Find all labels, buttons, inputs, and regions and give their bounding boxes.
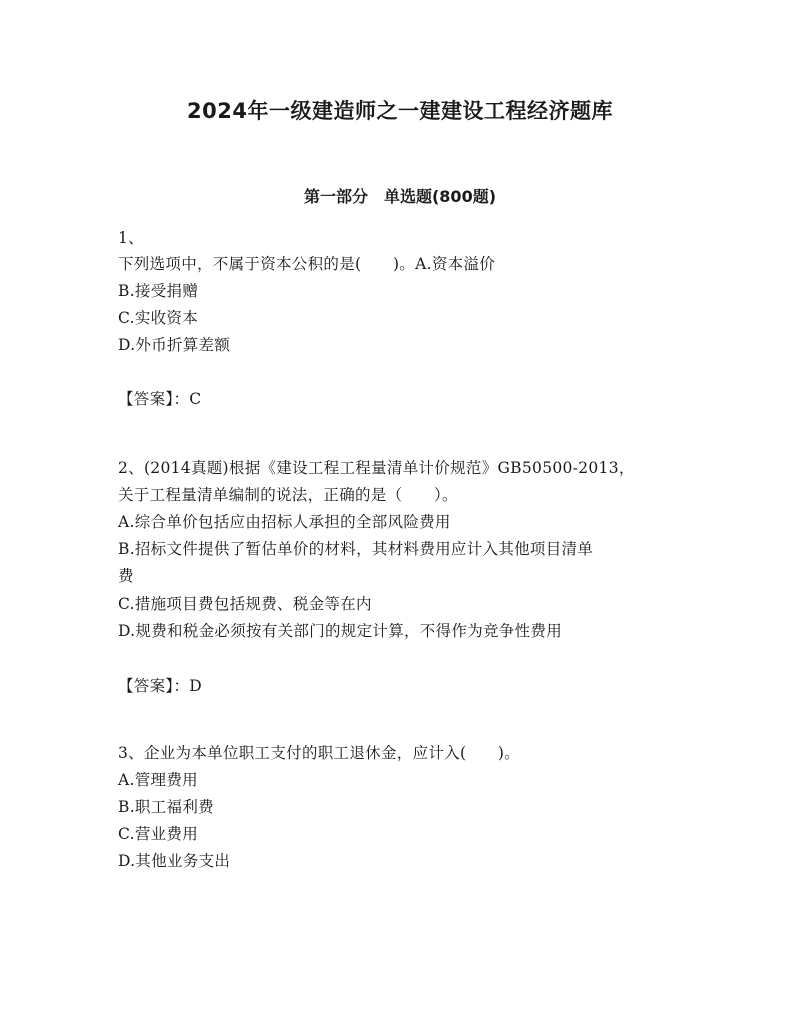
section-title: 第一部分 单选题(800题) — [303, 187, 497, 206]
question-2-option-d: D.规费和税金必须按有关部门的规定计算，不得作为竞争性费用 — [118, 622, 563, 640]
question-2-option-b: B.招标文件提供了暂估单价的材料，其材料费用应计入其他项目清单 — [118, 540, 594, 558]
question-2-option-a: A.综合单价包括应由招标人承担的全部风险费用 — [118, 513, 451, 531]
question-2-stem-line-1: 2、(2014真题)根据《建设工程工程量清单计价规范》GB50500-2013， — [118, 459, 635, 477]
question-2-stem-line-2: 关于工程量清单编制的说法，正确的是（ ）。 — [118, 486, 458, 504]
question-1-option-c: C.实收资本 — [118, 309, 199, 327]
question-3-option-d: D.其他业务支出 — [118, 852, 231, 870]
question-3-option-a: A.管理费用 — [118, 771, 198, 789]
document-title: 2024年一级建造师之一建建设工程经济题库 — [187, 99, 613, 123]
question-1-option-d: D.外币折算差额 — [118, 336, 231, 354]
question-1-stem: 下列选项中，不属于资本公积的是( )。A.资本溢价 — [118, 255, 496, 273]
question-2-answer: 【答案】：D — [118, 677, 202, 695]
question-3-stem: 3、企业为本单位职工支付的职工退休金，应计入( )。 — [118, 744, 521, 762]
question-3-option-b: B.职工福利费 — [118, 798, 214, 816]
question-2-option-b-continued: 费 — [118, 567, 134, 585]
question-2-option-c: C.措施项目费包括规费、税金等在内 — [118, 595, 372, 613]
question-1-number: 1、 — [118, 229, 144, 247]
question-1-option-b: B.接受捐赠 — [118, 282, 199, 300]
question-1-answer: 【答案】：C — [118, 390, 202, 408]
question-3-option-c: C.营业费用 — [118, 825, 199, 843]
